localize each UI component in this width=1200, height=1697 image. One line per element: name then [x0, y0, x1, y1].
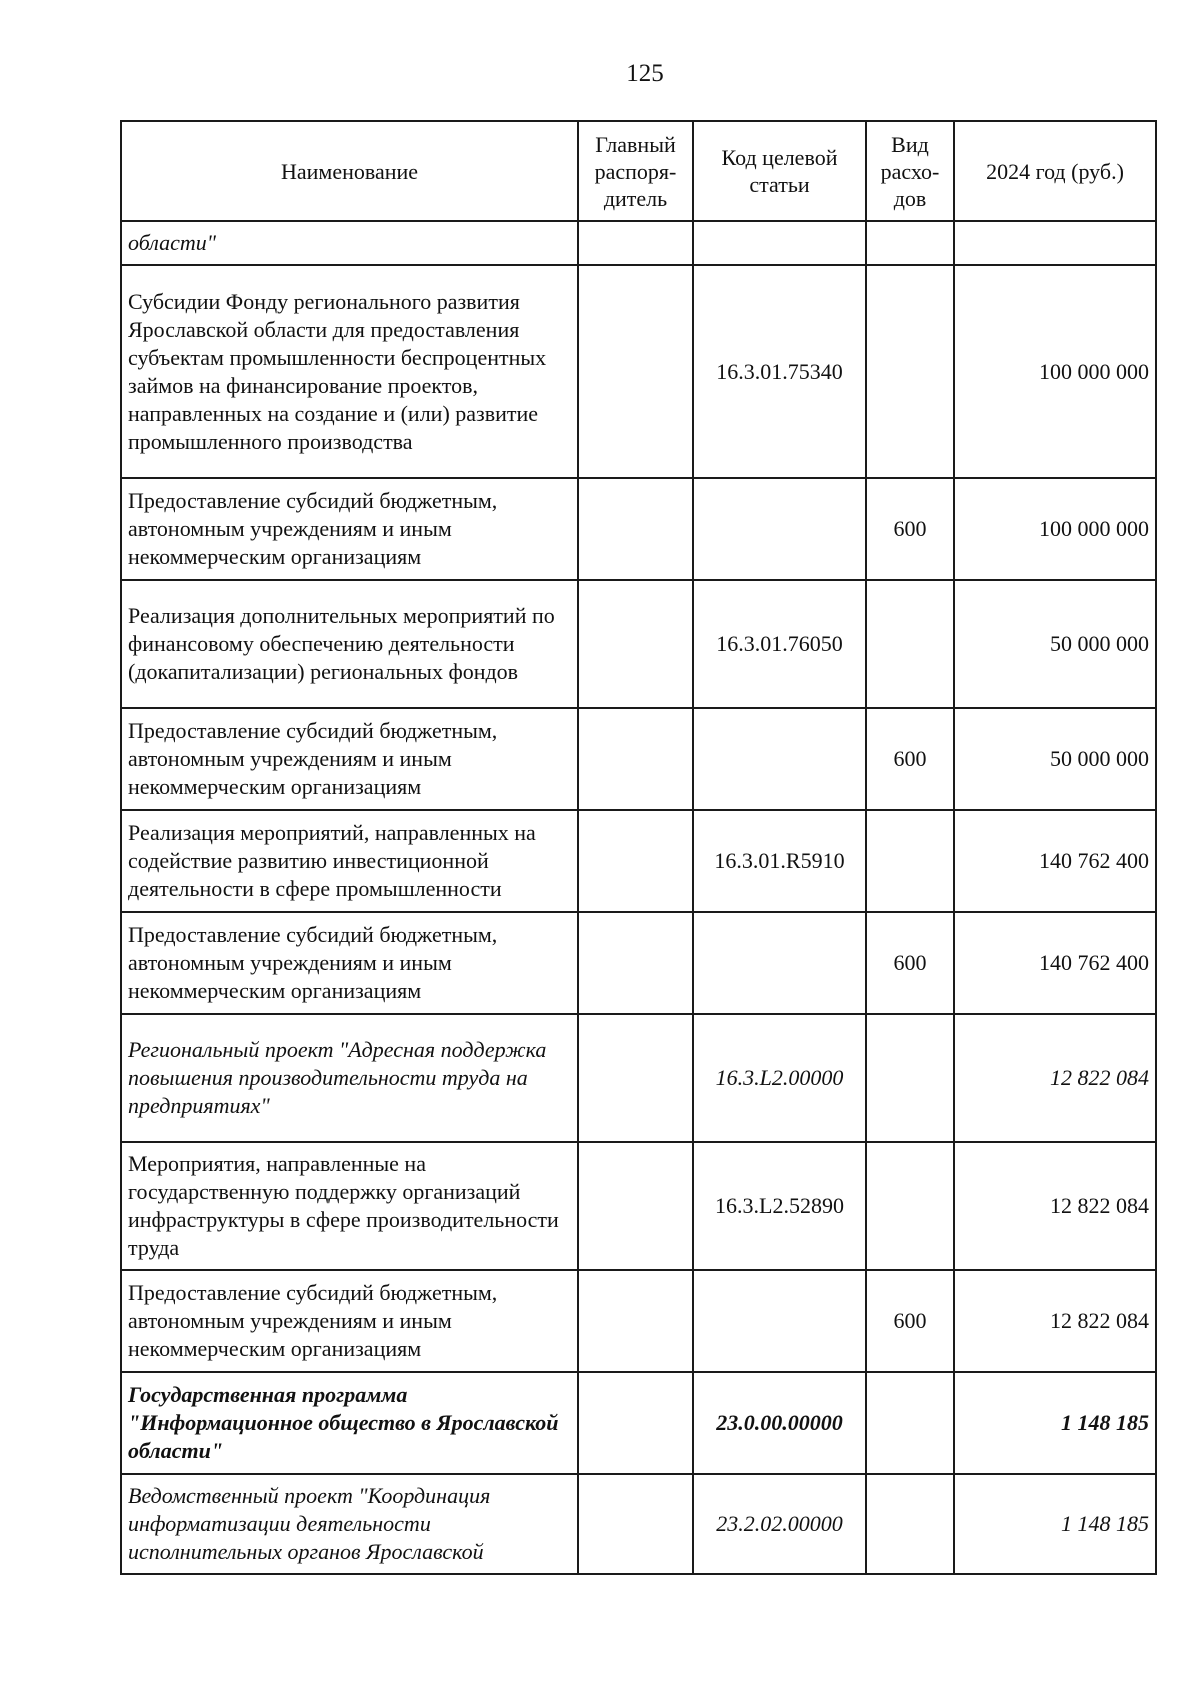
row-name: Реализация мероприятий, направленных на содействие развитию инвестиционной деятельности в сфере промышленности	[121, 810, 578, 912]
row-code: 23.0.00.00000	[693, 1372, 866, 1474]
row-name: Государственная программа "Информационное общество в Ярославской области"	[121, 1372, 578, 1474]
row-amount: 50 000 000	[954, 708, 1156, 810]
row-vid	[866, 1474, 954, 1574]
header-main-manager: Главный распоря-дитель	[578, 121, 693, 221]
row-amount: 12 822 084	[954, 1270, 1156, 1372]
row-manager	[578, 1270, 693, 1372]
row-manager	[578, 810, 693, 912]
table-row	[121, 912, 1156, 1014]
row-amount: 12 822 084	[954, 1142, 1156, 1270]
row-name: области"	[121, 221, 578, 265]
table-row	[121, 580, 1156, 708]
row-vid	[866, 810, 954, 912]
row-amount: 12 822 084	[954, 1014, 1156, 1142]
row-code: 16.3.01.75340	[693, 265, 866, 478]
row-amount: 1 148 185	[954, 1474, 1156, 1574]
row-manager	[578, 1142, 693, 1270]
row-code	[693, 478, 866, 580]
page-number: 125	[626, 60, 664, 87]
row-code	[693, 221, 866, 265]
table-row	[121, 1142, 1156, 1270]
row-amount: 1 148 185	[954, 1372, 1156, 1474]
table-row	[121, 221, 1156, 265]
row-vid	[866, 1372, 954, 1474]
table-row	[121, 810, 1156, 912]
row-name: Мероприятия, направленные на государственную поддержку организаций инфраструктуры в сфере производительности труда	[121, 1142, 578, 1270]
row-name: Предоставление субсидий бюджетным, автономным учреждениям и иным некоммерческим организациям	[121, 708, 578, 810]
row-name: Региональный проект "Адресная поддержка повышения производительности труда на предприятиях"	[121, 1014, 578, 1142]
row-name: Предоставление субсидий бюджетным, автономным учреждениям и иным некоммерческим организациям	[121, 912, 578, 1014]
table-row	[121, 1474, 1156, 1574]
row-vid: 600	[866, 1270, 954, 1372]
table-row	[121, 478, 1156, 580]
row-manager	[578, 708, 693, 810]
header-year-amount: 2024 год (руб.)	[954, 121, 1156, 221]
row-amount: 140 762 400	[954, 912, 1156, 1014]
row-code	[693, 912, 866, 1014]
row-code: 16.3.L2.00000	[693, 1014, 866, 1142]
table-row	[121, 265, 1156, 478]
header-name: Наименование	[121, 121, 578, 221]
header-expense-type: Вид расхо-дов	[866, 121, 954, 221]
row-manager	[578, 265, 693, 478]
header-target-code: Код целевой статьи	[693, 121, 866, 221]
row-vid: 600	[866, 912, 954, 1014]
row-name: Предоставление субсидий бюджетным, автономным учреждениям и иным некоммерческим организациям	[121, 478, 578, 580]
table-header-row	[121, 121, 1156, 221]
row-amount: 100 000 000	[954, 265, 1156, 478]
row-code: 16.3.01.R5910	[693, 810, 866, 912]
table-row	[121, 1014, 1156, 1142]
row-vid	[866, 580, 954, 708]
row-manager	[578, 221, 693, 265]
row-manager	[578, 580, 693, 708]
row-amount: 50 000 000	[954, 580, 1156, 708]
row-manager	[578, 912, 693, 1014]
row-amount: 140 762 400	[954, 810, 1156, 912]
row-code: 16.3.L2.52890	[693, 1142, 866, 1270]
row-code	[693, 708, 866, 810]
table-row	[121, 1372, 1156, 1474]
row-amount: 100 000 000	[954, 478, 1156, 580]
row-name: Предоставление субсидий бюджетным, автономным учреждениям и иным некоммерческим организациям	[121, 1270, 578, 1372]
row-manager	[578, 1014, 693, 1142]
row-manager	[578, 1372, 693, 1474]
row-vid	[866, 265, 954, 478]
row-code: 16.3.01.76050	[693, 580, 866, 708]
row-manager	[578, 478, 693, 580]
row-code	[693, 1270, 866, 1372]
row-vid	[866, 1142, 954, 1270]
row-name: Реализация дополнительных мероприятий по финансовому обеспечению деятельности (докапитализации) региональных фондов	[121, 580, 578, 708]
budget-table	[120, 120, 1157, 1575]
row-amount	[954, 221, 1156, 265]
row-vid: 600	[866, 478, 954, 580]
row-vid: 600	[866, 708, 954, 810]
row-name: Субсидии Фонду регионального развития Ярославской области для предоставления субъектам промышленности беспроцентных займов на финансирование проектов, направленных на создание и (или) развитие промышленного производства	[121, 265, 578, 478]
table-row	[121, 708, 1156, 810]
row-manager	[578, 1474, 693, 1574]
row-name: Ведомственный проект "Координация информатизации деятельности исполнительных органов Ярославской	[121, 1474, 578, 1574]
row-vid	[866, 221, 954, 265]
row-vid	[866, 1014, 954, 1142]
row-code: 23.2.02.00000	[693, 1474, 866, 1574]
table-row	[121, 1270, 1156, 1372]
